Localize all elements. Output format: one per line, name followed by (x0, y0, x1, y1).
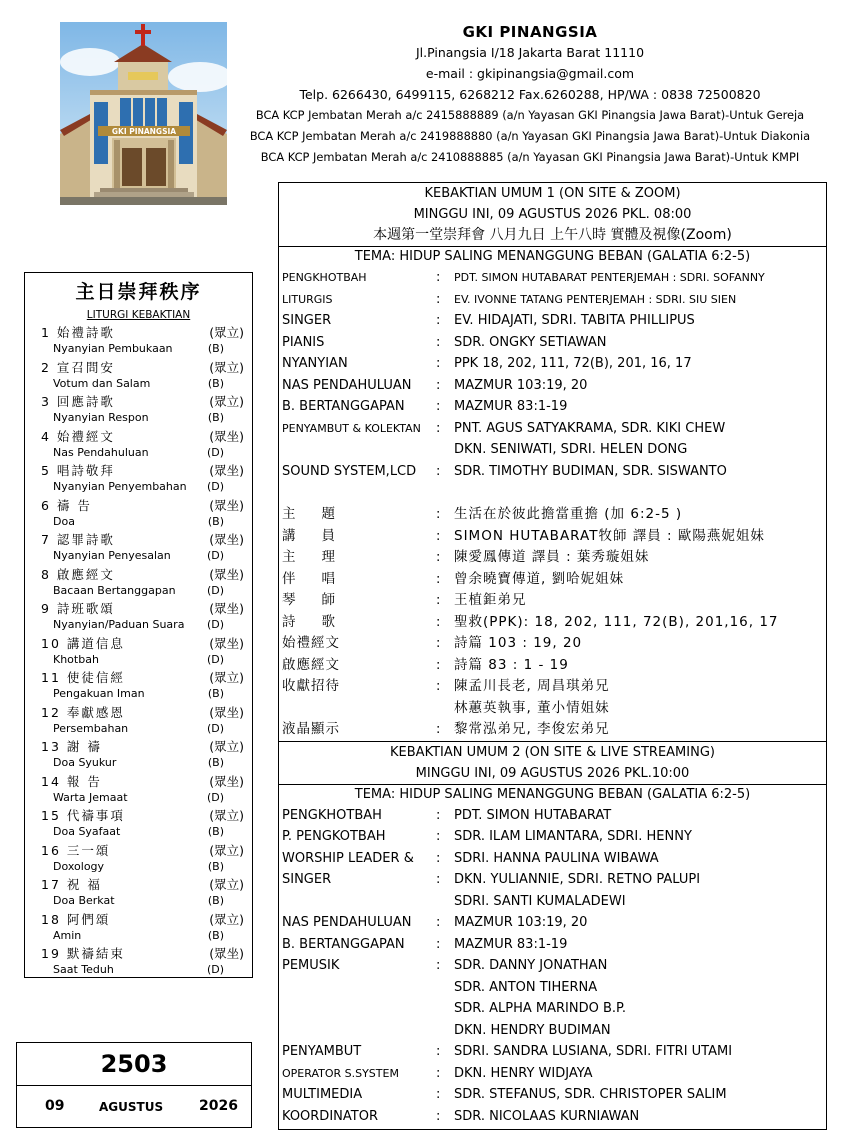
liturgy-item-posture: (眾立) (209, 325, 244, 340)
liturgy-item-chinese: 3 回應詩歌 (41, 394, 115, 409)
roster-role-label: SINGER (282, 872, 332, 887)
roster-row (279, 1020, 826, 1042)
liturgy-item (25, 393, 252, 428)
roster-role-label: 琴師 (282, 592, 361, 608)
roster-role-label: PENGKHOTBAH (282, 807, 382, 823)
roster-colon: : (436, 399, 441, 414)
roster-value: SDR. ANTON TIHERNA (454, 979, 598, 995)
roster-colon: : (436, 636, 441, 651)
roster-value: DKN. SENIWATI, SDRI. HELEN DONG (454, 442, 688, 457)
roster-colon: : (436, 958, 441, 973)
liturgy-item-chinese: 17 祝 福 (41, 877, 102, 892)
liturgy-item (25, 428, 252, 463)
liturgy-item (25, 876, 252, 911)
roster-row (279, 1084, 826, 1106)
roster-role-label: B. BERTANGGAPAN (282, 936, 405, 952)
liturgy-item-chinese: 1 始禮詩歌 (41, 325, 115, 340)
roster-value: 陳孟川長老, 周昌琪弟兄 (454, 678, 610, 694)
roster-row (279, 912, 826, 934)
roster-role-label: NYANYIAN (282, 356, 348, 371)
roster-row (279, 977, 826, 999)
roster-colon: : (436, 872, 441, 887)
roster-row (279, 547, 826, 569)
roster-colon: : (436, 1087, 441, 1102)
service1-roster-chinese (279, 504, 826, 741)
roster-row (279, 267, 826, 289)
liturgy-item-posture: (眾坐) (209, 946, 244, 961)
roster-row (279, 590, 826, 612)
roster-value: EV. IVONNE TATANG PENTERJEMAH : SDRI. SIU SIEN (454, 292, 737, 306)
roster-value: SIMON HUTABARAT牧師 譯員 : 歐陽燕妮姐妹 (454, 527, 765, 544)
liturgy-item-posture: (眾坐) (209, 428, 244, 444)
liturgy-item-chinese: 15 代禱事項 (41, 808, 125, 823)
liturgy-item (25, 359, 252, 394)
liturgy-item-chinese: 14 報 告 (41, 773, 102, 789)
roster-role-label: LITURGIS (282, 292, 333, 306)
roster-row (279, 998, 826, 1020)
roster-row (279, 869, 826, 891)
liturgy-item (25, 600, 252, 635)
roster-row (279, 353, 826, 375)
roster-row (279, 633, 826, 655)
liturgy-item-chinese: 12 奉獻感恩 (41, 704, 125, 720)
service1-roster (279, 267, 826, 482)
roster-colon: : (436, 1044, 441, 1059)
bank-account-gereja: BCA KCP Jembatan Merah a/c 2415888889 (a/n Yayasan GKI Pinangsia Jawa Barat)-Untuk Gereja (255, 108, 805, 122)
liturgy-item-indonesian: Doa (53, 514, 75, 528)
bank-account-kmpi: BCA KCP Jembatan Merah a/c 2410888885 (a/n Yayasan GKI Pinangsia Jawa Barat)-Untuk KMPI (260, 150, 800, 164)
roster-row (279, 698, 826, 720)
liturgy-item-code: (D) (206, 963, 224, 976)
service1-date: MINGGU INI, 09 AGUSTUS 2026 PKL. 08:00 (413, 207, 692, 222)
liturgy-item (25, 773, 252, 808)
roster-role-label: WORSHIP LEADER & (282, 850, 414, 866)
roster-role-label: NAS PENDAHULUAN (282, 377, 412, 393)
roster-row (279, 848, 826, 870)
liturgy-item-code: (D) (206, 480, 224, 493)
roster-row (279, 612, 826, 634)
liturgy-item-chinese: 16 三一頌 (41, 842, 111, 858)
roster-row (279, 1063, 826, 1085)
roster-value: PPK 18, 202, 111, 72(B), 201, 16, 17 (454, 356, 692, 371)
liturgy-item-indonesian: Doa Syukur (53, 756, 117, 769)
roster-colon: : (436, 420, 441, 436)
roster-value: MAZMUR 103:19, 20 (454, 915, 588, 930)
roster-row (279, 934, 826, 956)
liturgy-item-code: (B) (207, 411, 224, 424)
roster-value: DKN. HENRY WIDJAYA (454, 1065, 593, 1081)
roster-row (279, 526, 826, 548)
roster-value: SDRI. SANTI KUMALADEWI (454, 893, 626, 909)
liturgy-item (25, 807, 252, 842)
roster-role-label: 主題 (282, 506, 361, 522)
roster-value: SDR. ONGKY SETIAWAN (454, 334, 607, 350)
roster-row (279, 955, 826, 977)
liturgy-item (25, 531, 252, 566)
roster-value: SDRI. HANNA PAULINA WIBAWA (454, 850, 659, 866)
roster-value: 王植鉅弟兄 (454, 592, 527, 608)
bulletin-month: AGUSTUS (99, 1100, 164, 1114)
roster-value: SDR. NICOLAAS KURNIAWAN (454, 1108, 640, 1124)
liturgy-item-posture: (眾坐) (209, 463, 244, 478)
liturgy-item (25, 635, 252, 670)
liturgy-item (25, 945, 252, 980)
roster-colon: : (436, 850, 441, 866)
liturgy-item-code: (D) (206, 721, 224, 735)
liturgy-item-code: (B) (207, 825, 224, 838)
liturgy-item-indonesian: Doa Syafaat (53, 825, 121, 838)
roster-value: 生活在於彼此擔當重擔 (加 6:2-5 ) (454, 506, 683, 522)
liturgy-item-code: (D) (206, 652, 224, 666)
roster-colon: : (436, 291, 441, 307)
roster-role-label: 啟應經文 (282, 656, 340, 673)
liturgy-item-posture: (眾坐) (209, 566, 244, 582)
roster-value: DKN. HENDRY BUDIMAN (454, 1022, 611, 1038)
liturgy-item-chinese: 13 謝 禱 (41, 739, 102, 754)
liturgy-item-code: (B) (207, 687, 224, 700)
roster-role-label: 始禮經文 (282, 635, 340, 651)
church-email: e-mail : gkipinangsia@gmail.com (425, 66, 635, 81)
roster-row (279, 719, 826, 741)
liturgy-item-posture: (眾坐) (209, 704, 244, 720)
liturgy-item-indonesian: Nas Pendahuluan (53, 445, 149, 459)
spacer (279, 482, 826, 504)
roster-colon: : (436, 915, 441, 930)
liturgy-item-posture: (眾立) (209, 808, 244, 823)
liturgy-item (25, 566, 252, 601)
liturgy-item-code: (B) (207, 859, 224, 873)
liturgy-item-code: (B) (207, 376, 224, 390)
liturgy-item-posture: (眾立) (209, 842, 244, 858)
liturgy-subtitle: LITURGI KEBAKTIAN (86, 309, 191, 321)
liturgy-item-indonesian: Doa Berkat (53, 894, 115, 907)
roster-row (279, 569, 826, 591)
liturgy-item-posture: (眾立) (209, 394, 244, 409)
liturgy-item-code: (D) (206, 445, 224, 459)
liturgy-item-code: (B) (207, 756, 224, 769)
liturgy-item-indonesian: Nyanyian Respon (53, 411, 149, 424)
liturgy-item-code: (D) (206, 583, 224, 597)
liturgy-item (25, 704, 252, 739)
roster-value: PNT. AGUS SATYAKRAMA, SDR. KIKI CHEW (454, 420, 726, 436)
roster-colon: : (436, 528, 441, 544)
roster-row (279, 289, 826, 311)
liturgy-item-code: (D) (206, 549, 224, 562)
roster-colon: : (436, 377, 441, 393)
roster-role-label: 主理 (282, 549, 361, 565)
roster-row (279, 310, 826, 332)
liturgy-item (25, 669, 252, 704)
liturgy-item-indonesian: Khotbah (53, 652, 99, 666)
liturgy-item-posture: (眾立) (209, 739, 244, 754)
roster-value: SDR. ILAM LIMANTARA, SDRI. HENNY (454, 829, 692, 844)
roster-colon: : (436, 936, 441, 952)
roster-role-label: OPERATOR S.SYSTEM (282, 1066, 399, 1080)
liturgy-item-indonesian: Doxology (53, 859, 105, 873)
liturgy-item-posture: (眾坐) (209, 601, 244, 616)
roster-value: 陳愛鳳傳道 譯員 : 葉秀璇姐妹 (454, 549, 650, 565)
liturgy-item-indonesian: Persembahan (53, 721, 129, 735)
liturgy-item-posture: (眾坐) (209, 773, 244, 789)
service2-theme: TEMA: HIDUP SALING MENANGGUNG BEBAN (GALATIA 6:2-5) (354, 786, 751, 802)
roster-row (279, 439, 826, 461)
service1-title: KEBAKTIAN UMUM 1 (ON SITE & ZOOM) (424, 186, 681, 201)
liturgy-item-posture: (眾立) (209, 911, 244, 927)
roster-role-label: 詩歌 (282, 613, 361, 630)
liturgy-item-posture: (眾立) (209, 670, 244, 685)
roster-colon: : (436, 829, 441, 844)
roster-colon: : (436, 807, 441, 823)
roster-row (279, 396, 826, 418)
liturgy-item-indonesian: Nyanyian/Paduan Suara (53, 618, 185, 631)
church-name: GKI PINANGSIA (462, 23, 598, 41)
liturgy-item-indonesian: Nyanyian Pembukaan (53, 342, 173, 355)
roster-colon: : (436, 722, 441, 737)
roster-value: PDT. SIMON HUTABARAT (454, 807, 612, 823)
bulletin-day: 09 (45, 1098, 65, 1114)
roster-colon: : (436, 463, 441, 479)
church-photo (60, 22, 227, 205)
liturgy-item-posture: (眾坐) (209, 635, 244, 651)
roster-value: 詩篇 103 : 19, 20 (454, 635, 583, 651)
liturgy-item-chinese: 10 講道信息 (41, 635, 125, 651)
roster-row (279, 676, 826, 698)
liturgy-item (25, 738, 252, 773)
roster-row (279, 332, 826, 354)
bulletin-date (17, 1086, 251, 1128)
roster-row (279, 805, 826, 827)
roster-colon: : (436, 313, 441, 328)
liturgy-item-code: (D) (206, 618, 224, 631)
service2-title: KEBAKTIAN UMUM 2 (ON SITE & LIVE STREAMING) (390, 744, 715, 760)
roster-value: MAZMUR 83:1-19 (454, 936, 568, 952)
bulletin-number: 2503 (17, 1043, 251, 1086)
roster-row (279, 826, 826, 848)
liturgy-item-chinese: 6 禱 告 (41, 497, 92, 513)
roster-value: SDR. ALPHA MARINDO B.P. (454, 1001, 626, 1016)
roster-role-label: B. BERTANGGAPAN (282, 399, 405, 414)
liturgy-item-chinese: 19 默禱結束 (41, 946, 125, 961)
liturgy-item-chinese: 11 使徒信經 (41, 670, 125, 685)
liturgy-item-code: (B) (207, 342, 224, 355)
liturgy-title: 主日崇拜秩序 (75, 281, 202, 303)
liturgy-item-chinese: 7 認罪詩歌 (41, 532, 115, 547)
roster-row (279, 418, 826, 440)
liturgy-item-code: (B) (207, 928, 224, 942)
roster-colon: : (436, 550, 441, 565)
liturgy-item-chinese: 18 阿們頌 (41, 911, 111, 927)
church-header (240, 22, 820, 168)
roster-row (279, 891, 826, 913)
roster-role-label: P. PENGKOTBAH (282, 829, 386, 844)
roster-role-label: 收獻招待 (282, 678, 340, 694)
roster-role-label: 液晶顯示 (282, 721, 340, 737)
church-phone: Telp. 6266430, 6499115, 6268212 Fax.6260288, HP/WA : 0838 72500820 (299, 87, 761, 102)
liturgy-item (25, 324, 252, 359)
roster-value: SDR. TIMOTHY BUDIMAN, SDR. SISWANTO (454, 463, 727, 479)
roster-value: SDR. DANNY JONATHAN (454, 958, 608, 973)
roster-role-label: MULTIMEDIA (282, 1087, 363, 1102)
roster-value: PDT. SIMON HUTABARAT PENTERJEMAH : SDRI. SOFANNY (454, 271, 765, 284)
roster-value: EV. HIDAJATI, SDRI. TABITA PHILLIPUS (454, 313, 695, 328)
roster-role-label: PIANIS (282, 334, 325, 350)
liturgy-list (25, 324, 252, 980)
liturgy-item-chinese: 8 啟應經文 (41, 566, 115, 582)
roster-role-label: PENGKHOTBAH (282, 271, 367, 284)
roster-colon: : (436, 334, 441, 350)
liturgy-item-code: (B) (207, 514, 224, 528)
service2-roster (279, 805, 826, 1128)
liturgy-item-posture: (眾坐) (209, 497, 244, 513)
service2-date: MINGGU INI, 09 AGUSTUS 2026 PKL.10:00 (415, 765, 690, 781)
service1-date-chinese: 本週第一堂崇拜會 八月九日 上午八時 實體及視像(Zoom) (373, 227, 732, 243)
liturgy-item (25, 842, 252, 877)
roster-row (279, 375, 826, 397)
roster-role-label: 講員 (282, 527, 361, 544)
liturgy-item-posture: (眾立) (209, 359, 244, 375)
roster-colon: : (436, 614, 441, 630)
bulletin-year: 2026 (199, 1098, 238, 1114)
roster-value: 曾余曉寶傳道, 劉哈妮姐妹 (454, 570, 625, 587)
roster-role-label: KOORDINATOR (282, 1108, 378, 1124)
liturgy-item-chinese: 9 詩班歌頌 (41, 601, 115, 616)
liturgy-item-indonesian: Votum dan Salam (53, 376, 151, 390)
liturgy-item-indonesian: Pengakuan Iman (53, 687, 145, 700)
liturgy-box (24, 272, 253, 978)
bank-account-diakonia: BCA KCP Jembatan Merah a/c 2419888880 (a/n Yayasan GKI Pinangsia Jawa Barat)-Untuk Diakonia (249, 129, 811, 143)
roster-row (279, 655, 826, 677)
church-address: Jl.Pinangsia I/18 Jakarta Barat 11110 (415, 45, 645, 60)
liturgy-item-chinese: 5 唱詩敬拜 (41, 463, 115, 478)
bulletin-date-box (16, 1042, 252, 1128)
roster-row (279, 504, 826, 526)
roster-value: MAZMUR 83:1-19 (454, 399, 568, 414)
roster-row (279, 461, 826, 483)
liturgy-item (25, 911, 252, 946)
liturgy-item-indonesian: Bacaan Bertanggapan (53, 583, 176, 597)
roster-value: 詩篇 83 : 1 - 19 (454, 656, 569, 673)
roster-role-label: NAS PENDAHULUAN (282, 915, 412, 930)
roster-value: 黎常泓弟兄, 李俊宏弟兄 (454, 721, 610, 737)
roster-colon: : (436, 657, 441, 673)
photo-sign-text: GKI PINANGSIA (111, 127, 177, 136)
roster-colon: : (436, 679, 441, 694)
roster-role-label: PENYAMBUT & KOLEKTAN (282, 421, 421, 435)
roster-colon: : (436, 571, 441, 587)
liturgy-item-code: (D) (206, 790, 224, 804)
roster-row (279, 1041, 826, 1063)
roster-colon: : (436, 356, 441, 371)
service-schedule-box (278, 182, 827, 1130)
roster-value: MAZMUR 103:19, 20 (454, 377, 588, 393)
liturgy-item-chinese: 2 宣召問安 (41, 359, 115, 375)
liturgy-item-indonesian: Saat Teduh (53, 963, 114, 976)
roster-role-label: SOUND SYSTEM,LCD (282, 463, 417, 479)
liturgy-item-indonesian: Nyanyian Penyesalan (53, 549, 171, 562)
roster-role-label: 伴唱 (282, 570, 361, 587)
liturgy-item-code: (B) (207, 894, 224, 907)
roster-colon: : (436, 593, 441, 608)
liturgy-item-posture: (眾立) (209, 877, 244, 892)
roster-row (279, 1106, 826, 1128)
liturgy-item-indonesian: Nyanyian Penyembahan (53, 480, 187, 493)
roster-role-label: PENYAMBUT (282, 1044, 362, 1059)
roster-colon: : (436, 1065, 441, 1081)
liturgy-item-indonesian: Amin (53, 928, 82, 942)
liturgy-item (25, 462, 252, 497)
roster-value: 林蕙英執事, 董小情姐妹 (454, 699, 610, 716)
roster-colon: : (436, 1108, 441, 1124)
roster-value: SDR. STEFANUS, SDR. CHRISTOPER SALIM (454, 1087, 727, 1102)
liturgy-item-indonesian: Warta Jemaat (53, 790, 128, 804)
roster-value: 聖救(PPK): 18, 202, 111, 72(B), 201,16, 17 (454, 613, 779, 630)
roster-value: SDRI. SANDRA LUSIANA, SDRI. FITRI UTAMI (454, 1044, 733, 1059)
roster-colon: : (436, 270, 441, 285)
liturgy-item (25, 497, 252, 532)
roster-value: DKN. YULIANNIE, SDRI. RETNO PALUPI (454, 872, 701, 887)
roster-role-label: SINGER (282, 313, 332, 328)
roster-colon: : (436, 507, 441, 522)
liturgy-item-chinese: 4 始禮經文 (41, 428, 115, 444)
roster-role-label: PEMUSIK (282, 958, 340, 973)
liturgy-item-posture: (眾坐) (209, 532, 244, 547)
service1-theme: TEMA: HIDUP SALING MENANGGUNG BEBAN (GALATIA 6:2-5) (354, 249, 751, 264)
